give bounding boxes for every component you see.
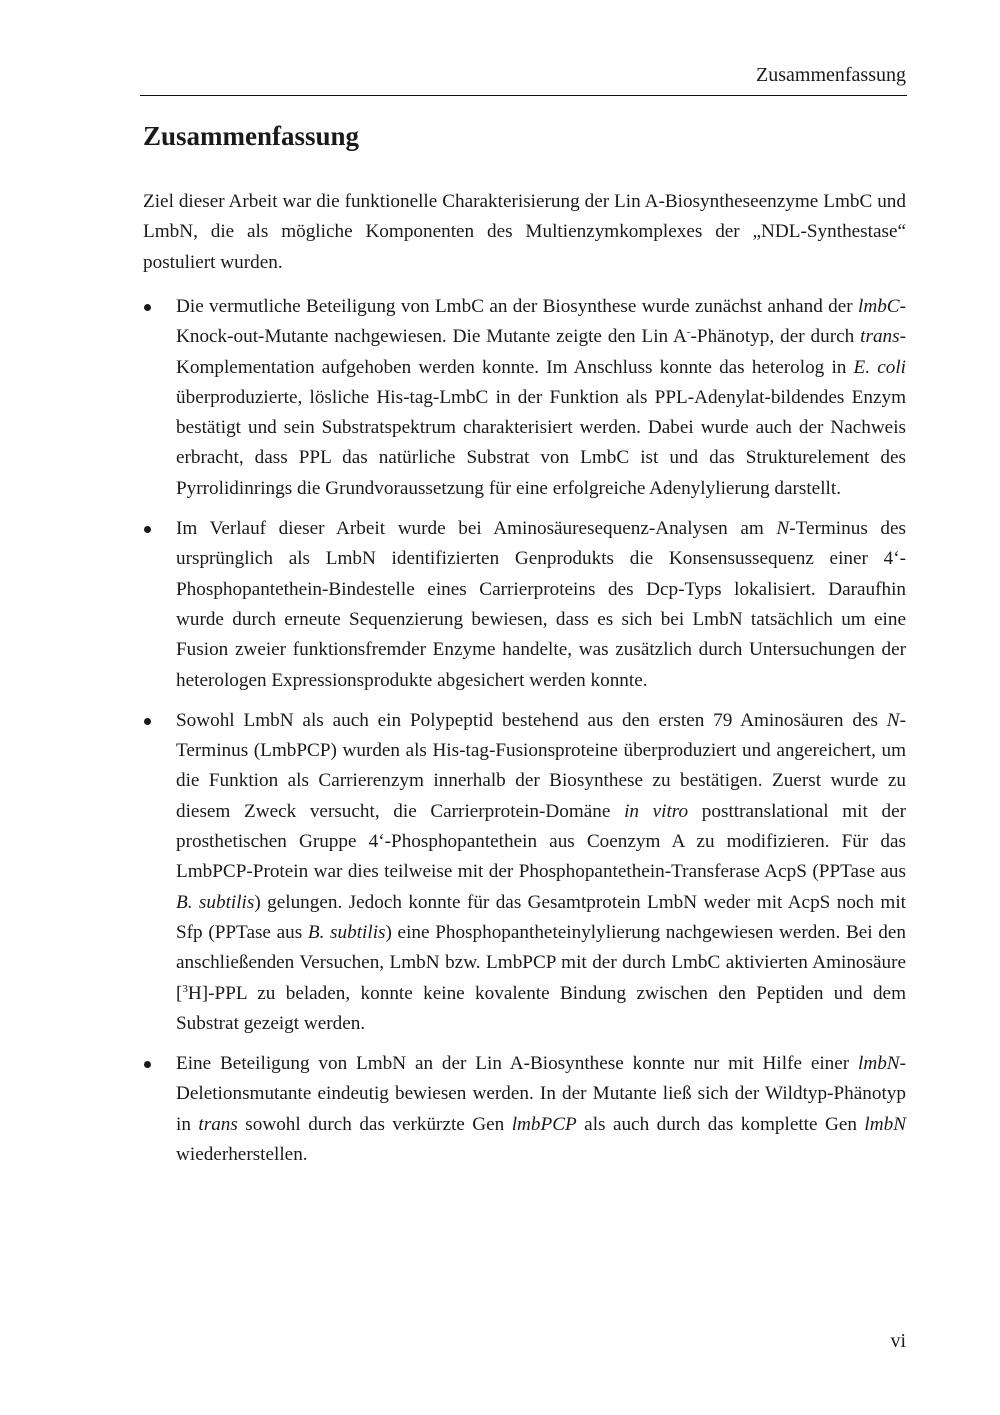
bullet-icon (144, 718, 151, 725)
bullet-text: Eine Beteiligung von LmbN an der Lin A-Biosynthese konnte nur mit Hilfe einer lmbN-Deletionsmutante eindeutig bewiesen werden. In der Mutante ließ sich der Wildtyp-Phänotyp in trans sowohl durch das verkürzte Gen lmbPCP als auch durch das komplette Gen lmbN wiederherstellen. (176, 1053, 906, 1166)
chapter-title: Zusammenfassung (143, 121, 360, 151)
bullet-item (143, 706, 906, 1039)
bullet-item (143, 514, 906, 696)
running-header: Zusammenfassung (756, 64, 906, 86)
summary-bullet-list (143, 292, 906, 1170)
bullet-icon (144, 526, 151, 533)
bullet-text: Die vermutliche Beteiligung von LmbC an der Biosynthese wurde zunächst anhand der lmbC-Knock-out-Mutante nachgewiesen. Die Mutante zeigte den Lin A--Phänotyp, der durch trans-Komplementation aufgehoben werden konnte. Im Anschluss konnte das heterolog in E. coli überproduzierte, lösliche His-tag-LmbC in der Funktion als PPL-Adenylat-bildendes Enzym bestätigt und sein Substratspektrum charakterisiert werden. Dabei wurde auch der Nachweis erbracht, dass PPL das natürliche Substrat von LmbC ist und das Strukturelement des Pyrrolidinrings die Grundvoraussetzung für eine erfolgreiche Adenylylierung darstellt. (176, 296, 907, 499)
intro-paragraph: Ziel dieser Arbeit war die funktionelle Charakterisierung der Lin A-Biosyntheseenzyme LmbC und LmbN, die als mögliche Komponenten des Multienzymkomplexes der „NDL-Synthestase“ postuliert wurden. (143, 191, 906, 273)
bullet-icon (144, 304, 151, 311)
page-number: vi (890, 1330, 906, 1352)
header-rule (140, 95, 907, 96)
bullet-icon (144, 1061, 151, 1068)
bullet-item (143, 292, 906, 504)
bullet-item (143, 1049, 906, 1170)
bullet-text: Im Verlauf dieser Arbeit wurde bei Aminosäuresequenz-Analysen am N-Terminus des ursprünglich als LmbN identifizierten Genprodukts die Konsensussequenz einer 4‘-Phosphopantethein-Bindestelle eines Carrierproteins des Dcp-Typs lokalisiert. Daraufhin wurde durch erneute Sequenzierung bewiesen, dass es sich bei LmbN tatsächlich um eine Fusion zweier funktionsfremder Enzyme handelte, was zusätzlich durch Untersuchungen der heterologen Expressionsprodukte abgesichert werden konnte. (176, 518, 906, 691)
bullet-text: Sowohl LmbN als auch ein Polypeptid bestehend aus den ersten 79 Aminosäuren des N-Terminus (LmbPCP) wurden als His-tag-Fusionsproteine überproduziert und angereichert, um die Funktion als Carrierenzym innerhalb der Biosynthese zu bestätigen. Zuerst wurde zu diesem Zweck versucht, die Carrierprotein-Domäne in vitro posttranslational mit der prosthetischen Gruppe 4‘-Phosphopantethein aus Coenzym A zu modifizieren. Für das LmbPCP-Protein war dies teilweise mit der Phosphopantethein-Transferase AcpS (PPTase aus B. subtilis) gelungen. Jedoch konnte für das Gesamtprotein LmbN weder mit AcpS noch mit Sfp (PPTase aus B. subtilis) eine Phosphopantheteinylylierung nachgewiesen werden. Bei den anschließenden Versuchen, LmbN bzw. LmbPCP mit der durch LmbC aktivierten Aminosäure [$^3$H]-PPL zu beladen, konnte keine kovalente Bindung zwischen den Peptiden und dem Substrat gezeigt werden. (176, 709, 906, 1034)
